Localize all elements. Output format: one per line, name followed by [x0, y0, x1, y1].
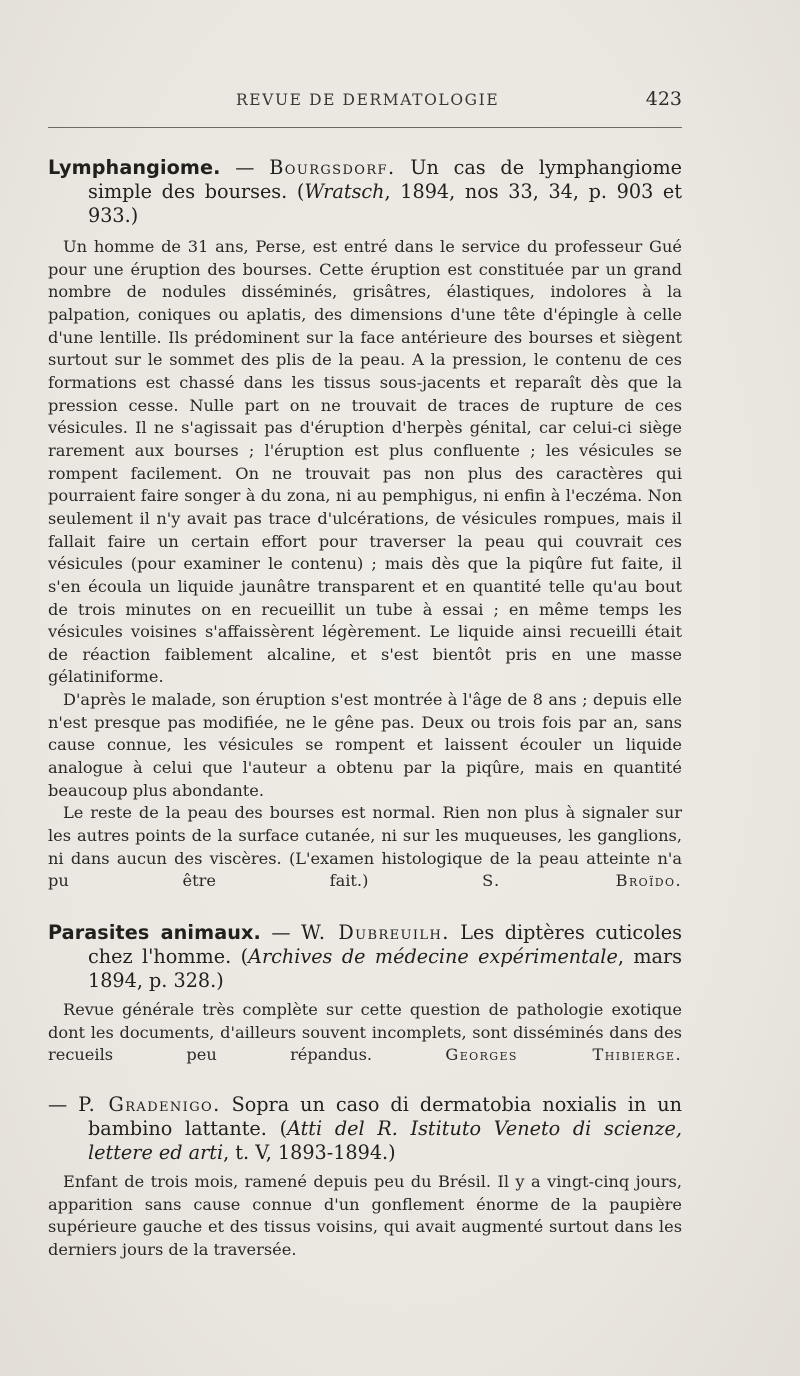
header-rule [48, 127, 682, 128]
article-author: P. Gradenigo. [78, 1093, 221, 1116]
heading-dash: — [220, 156, 270, 179]
article-citation: , 1894, nos 33, 34, p. 903 et 933.) [88, 180, 682, 227]
article-rubric: Lymphangiome. [48, 156, 221, 179]
heading-dash: — [260, 921, 302, 945]
article-gradenigo [48, 1093, 682, 1262]
page-number: 423 [645, 88, 682, 110]
article-paragraph: Enfant de trois mois, ramené depuis peu du Brésil. Il y a vingt-cinq jours, apparition sans cause connue d'un gonflement énorme de la paupière supérieure gauche et des tissus voisins, qui avait augmenté surtout dans les derniers jours de la traversée. [48, 1172, 682, 1259]
article-paragraph-text: Revue générale très complète sur cette question de pathologie exotique dont les documents, d'ailleurs souvent incomplets, sont disséminés dans des recueils peu répandus. [48, 1000, 682, 1065]
article-title-text: Les diptères cuticoles chez l'homme. ( [88, 921, 682, 969]
article-citation: , t. V, 1893-1894.) [223, 1141, 396, 1164]
running-title: REVUE DE DERMATOLOGIE [236, 91, 500, 109]
article-author: Bourgsdorf. [269, 156, 396, 179]
article-signature: Georges Thibierge. [445, 1045, 682, 1065]
article-journal: Archives de médecine expérimentale [248, 945, 618, 969]
article-paragraph-text: Le reste de la peau des bourses est normal. Rien non plus à signaler sur les autres points de la surface cutanée, ni sur les muqueuses, les ganglions, ni dans aucun des viscères. (L'examen histologique de la peau atteinte n'a pu être fait.) [48, 803, 682, 891]
heading-dash: — [48, 1093, 79, 1116]
article-title-text: Sopra un caso di dermatobia noxialis in un bambino lattante. ( [88, 1093, 682, 1140]
article-paragraph-with-signature [48, 999, 682, 1067]
article-author: W. Dubreuilh. [301, 921, 450, 945]
article-journal: Atti del R. Istituto Veneto di scienze, lettere ed arti [88, 1117, 682, 1164]
article-citation: , mars 1894, p. 328.) [88, 945, 682, 993]
article-lymphangiome [48, 156, 682, 893]
article-paragraph: D'après le malade, son éruption s'est montrée à l'âge de 8 ans ; depuis elle n'est presque pas modifiée, ne le gêne pas. Deux ou trois fois par an, sans cause connue, les vésicules se rompent et laissent écouler un liquide analogue à celui que l'auteur a obtenu par la piqûre, mais en quantité beaucoup plus abondante. [48, 690, 682, 800]
page-content [48, 156, 682, 1262]
article-paragraph-with-signature [48, 802, 682, 893]
article-rubric: Parasites animaux. [48, 921, 261, 945]
article-paragraph: Un homme de 31 ans, Perse, est entré dans le service du professeur Gué pour une éruption des bourses. Cette éruption est constituée par un grand nombre de nodules disséminés, grisâtres, élastiques, indolores à la palpation, coniques ou aplatis, des dimensions d'une tête d'épingle à celle d'une lentille. Ils prédominent sur la face antérieure des bourses et siègent surtout sur le sommet des plis de la peau. A la pression, le contenu de ces formations est chassé dans les tissus sous-jacents et reparaît dès que la pression cesse. Nulle part on ne trouvait de traces de rupture de ces vésicules. Il ne s'agissait pas d'éruption d'herpès génital, car celui-ci siège rarement aux bourses ; l'éruption est plus confluente ; les vésicules se rompent facilement. On ne trouvait pas non plus des caractères qui pourraient faire songer à du zona, ni au pemphigus, ni enfin à l'eczéma. Non seulement il n'y avait pas trace d'ulcérations, de vésicules rompues, mais il fallait faire un certain effort pour traverser la peau qui couvrait ces vésicules (pour examiner le contenu) ; mais dès que la piqûre fut faite, il s'en écoula un liquide jaunâtre transparent et en quantité telle qu'au bout de trois minutes on en recueillit un tube à essai ; en même temps les vésicules voisines s'affaissèrent légèrement. Le liquide ainsi recueilli était de réaction faiblement alcaline, et s'est bientôt pris en une masse gélatiniforme. [48, 237, 682, 687]
article-signature: S. Broïdo. [482, 871, 682, 891]
article-heading [48, 921, 682, 993]
running-header [48, 88, 682, 114]
article-heading [48, 156, 682, 228]
article-title-text: Un cas de lymphangiome simple des bourses. ( [88, 156, 682, 203]
article-journal: Wratsch [304, 180, 385, 203]
article-heading [48, 1093, 682, 1165]
article-parasites-animaux [48, 921, 682, 1067]
